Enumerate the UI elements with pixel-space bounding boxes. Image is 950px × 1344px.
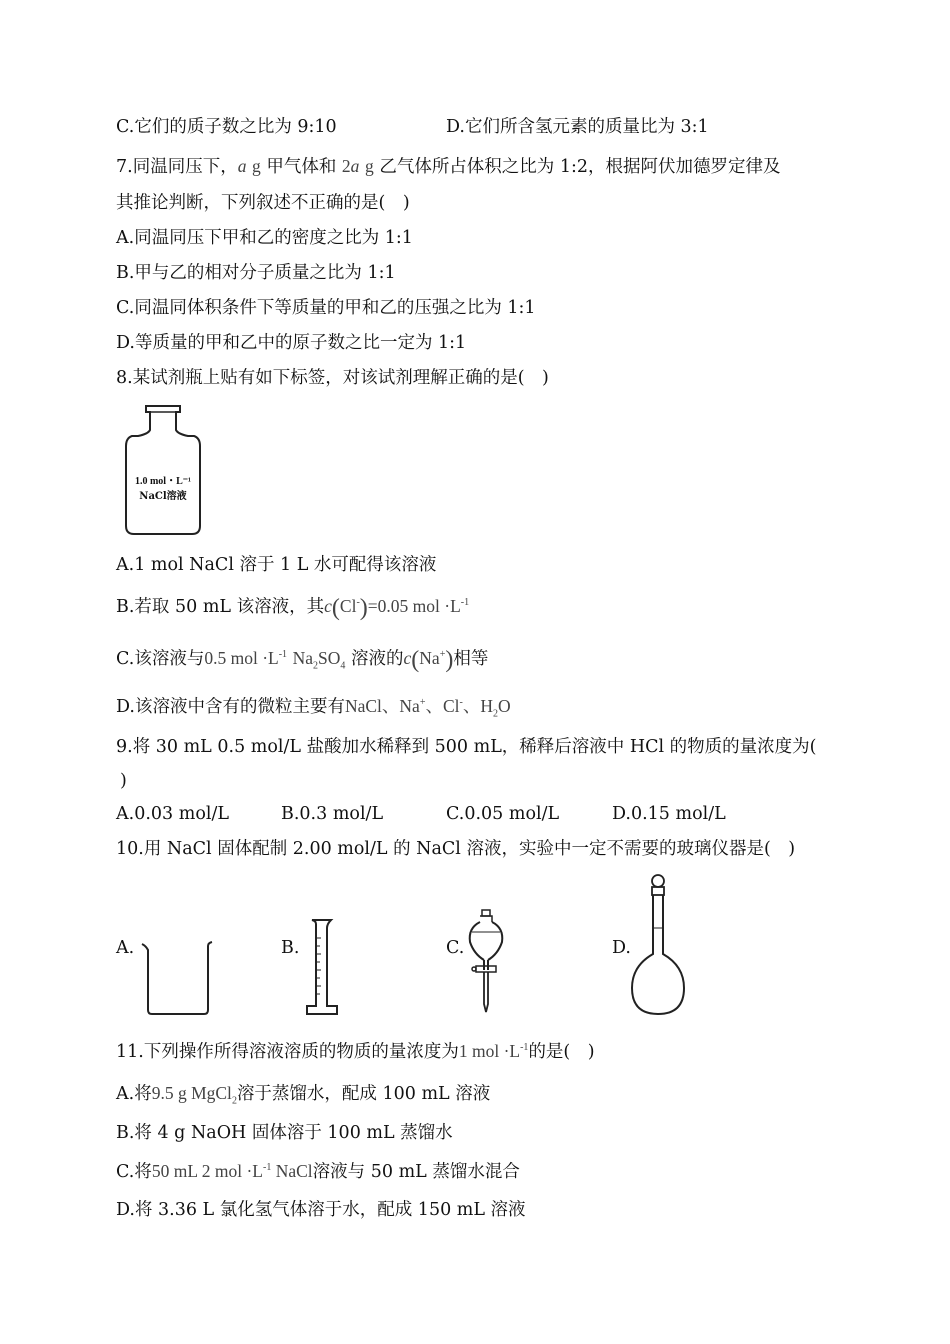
q9-stem-line2: ) bbox=[120, 771, 127, 791]
q11-option-d: D.将 3.36 L 氯化氢气体溶于水，配成 150 mL 溶液 bbox=[116, 1200, 526, 1220]
q11-option-c: C.将50 mL 2 mol $\cdot L^{-1}$ NaCl溶液与 50 mL 蒸馏水混合 bbox=[116, 1161, 520, 1182]
graduated-cylinder-icon bbox=[303, 918, 343, 1018]
q9-option-d: D.0.15 mol/L bbox=[612, 804, 726, 824]
q7-option-d: D.等质量的甲和乙中的原子数之比一定为 1:1 bbox=[116, 333, 467, 353]
q11-option-b: B.将 4 g NaOH 固体溶于 100 mL 蒸馏水 bbox=[116, 1123, 453, 1143]
q7-option-b: B.甲与乙的相对分子质量之比为 1:1 bbox=[116, 263, 396, 283]
beaker-icon bbox=[140, 940, 214, 1016]
q11-stem: 11.下列操作所得溶液溶质的物质的量浓度为1 mol $\cdot L^{-1}$的是( ) bbox=[116, 1041, 595, 1062]
q9-option-a: A.0.03 mol/L bbox=[116, 804, 229, 824]
separatory-funnel-icon bbox=[466, 908, 506, 1018]
q8-option-d: D.该溶液中含有的微粒主要有NaCl、Na+、Cl-、$H_2O$ bbox=[116, 696, 511, 720]
q10-option-d-label: D. bbox=[612, 938, 631, 958]
volumetric-flask-icon bbox=[628, 872, 688, 1018]
q11-option-a: A.将9.5 g MgCl$_2$溶于蒸馏水，配成 100 mL 溶液 bbox=[116, 1083, 491, 1107]
q9-option-c: C.0.05 mol/L bbox=[446, 804, 560, 824]
q7-stem-line1: 7.同温同压下，a g 甲气体和 2a g 乙气体所占体积之比为 1:2，根据阿伏加德罗定律及 bbox=[116, 156, 781, 177]
q9-option-b: B.0.3 mol/L bbox=[281, 804, 384, 824]
q9-stem-line1: 9.将 30 mL 0.5 mol/L 盐酸加水稀释到 500 mL，稀释后溶液中 HCl 的物质的量浓度为( bbox=[116, 737, 817, 757]
q6-option-d: D.它们所含氢元素的质量比为 3:1 bbox=[446, 117, 709, 137]
q6-option-c: C.它们的质子数之比为 9:10 bbox=[116, 117, 337, 137]
bottle-label-line2: NaCl溶液 bbox=[139, 491, 187, 502]
q8-stem: 8.某试剂瓶上贴有如下标签，对该试剂理解正确的是( ) bbox=[116, 368, 549, 388]
q10-stem: 10.用 NaCl 固体配制 2.00 mol/L 的 NaCl 溶液，实验中一定不需要的玻璃仪器是( ) bbox=[116, 839, 796, 859]
q10-option-c-label: C. bbox=[446, 938, 465, 958]
bottle-label-line1: 1.0 mol・L⁻¹ bbox=[134, 476, 192, 487]
q7-option-a: A.同温同压下甲和乙的密度之比为 1:1 bbox=[116, 228, 413, 248]
reagent-bottle-icon bbox=[124, 404, 202, 536]
q8-option-c: C.该溶液与0.5 mol $\cdot L^{-1}$ $Na_2SO_4$ 溶液的c(Na+)相等 bbox=[116, 647, 489, 673]
q7-stem-line2: 其推论判断，下列叙述不正确的是( ) bbox=[116, 193, 410, 213]
q10-option-a-label: A. bbox=[116, 938, 135, 958]
q8-option-b: B.若取 50 mL 该溶液，其c(Cl-)=0.05 mol $\cdot L^{-1}$ bbox=[116, 595, 470, 621]
q8-option-a: A.1 mol NaCl 溶于 1 L 水可配得该溶液 bbox=[116, 555, 437, 575]
q10-option-b-label: B. bbox=[281, 938, 300, 958]
q7-option-c: C.同温同体积条件下等质量的甲和乙的压强之比为 1:1 bbox=[116, 298, 536, 318]
